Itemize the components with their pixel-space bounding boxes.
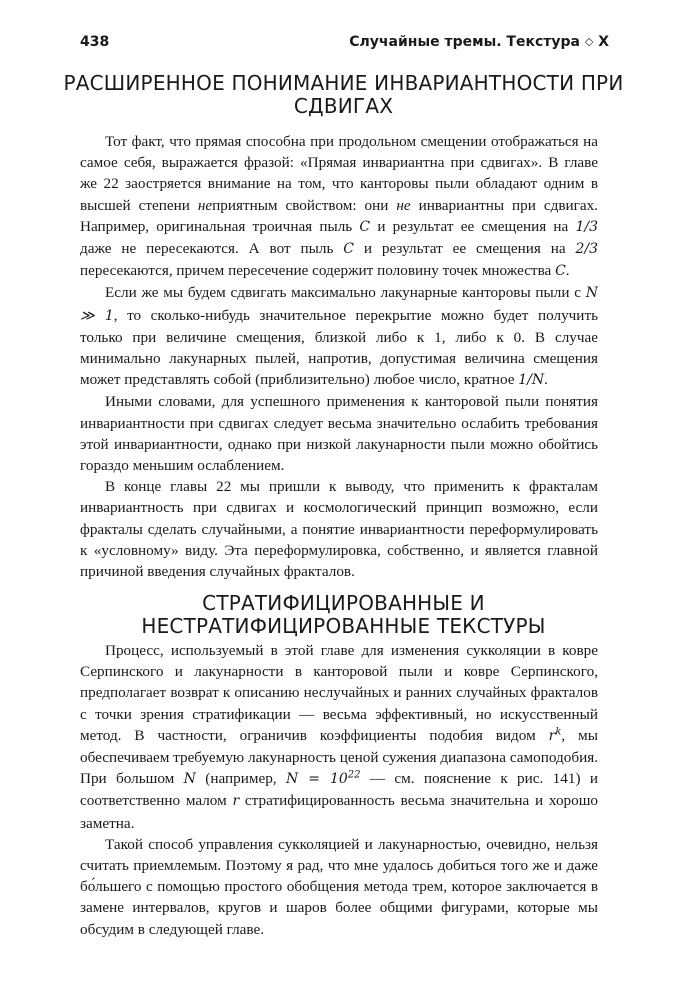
text: приятным свойством: они xyxy=(212,196,397,214)
math-fraction: 2/3 xyxy=(575,241,599,258)
math-cantor-set: C xyxy=(359,218,371,235)
paragraph: В конце главы 22 мы пришли к выводу, что применить к фракталам инвариантность при сдвигах и космологический принцип возможно, если фракталы сделать случайными, а понятие инвариантности переформулировать к «условному» виду. Эта переформулировка, собственно, и является главной причиной введения случайных фракталов. xyxy=(80,478,598,581)
text: и результат ее смещения на xyxy=(370,217,576,235)
text: пересекаются, причем пересечение содержит половину точек множества xyxy=(80,262,556,280)
text: и результат ее смещения на xyxy=(354,240,576,258)
math-inequality: N ≫ 1 xyxy=(80,285,598,324)
running-title xyxy=(349,34,609,50)
text: . xyxy=(565,262,570,280)
diamond-icon: ◇ xyxy=(584,35,594,48)
math-fraction: 1/N xyxy=(518,372,545,389)
math-power xyxy=(549,728,562,744)
text: стратифицированность весьма значительна и хорошо заметна. xyxy=(80,792,599,832)
math-variable: N xyxy=(183,771,196,788)
section-title-shift-invariance: РАСШИРЕННОЕ ПОНИМАНИЕ ИНВАРИАНТНОСТИ ПРИ СДВИГАХ xyxy=(63,71,624,118)
paragraph xyxy=(80,131,598,282)
page-number: 438 xyxy=(80,34,110,50)
math-cantor-set: C xyxy=(555,263,566,280)
math-base: r xyxy=(548,727,556,744)
math-cantor-set: C xyxy=(343,241,354,258)
running-head xyxy=(80,34,609,56)
text: . xyxy=(544,371,548,389)
math-expression: N = 10 xyxy=(285,771,348,788)
emphasis: не xyxy=(197,196,213,214)
emphasis: не xyxy=(396,196,411,214)
text: , мы обеспечиваем требуемую лакунарность ценой сужения диапазона самоподобия. При большом xyxy=(80,726,598,788)
math-exponent: 22 xyxy=(347,769,361,781)
text: инвариантны при сдвигах. Например, оригинальная троичная пыль xyxy=(80,196,598,235)
math-equation xyxy=(286,771,361,787)
paragraph xyxy=(80,282,598,391)
text: даже не пересекаются. А вот пыль xyxy=(80,240,344,258)
section-title-textures: СТРАТИФИЦИРОВАННЫЕ И НЕСТРАТИФИЦИРОВАННЫЕ ТЕКСТУРЫ xyxy=(141,591,546,638)
running-title-text: Случайные тремы. Текстура xyxy=(349,34,580,50)
text: , то сколько-нибудь значительное перекрытие можно будет получить только при величине смещения, близкой либо к 1, либо к 0. В случае минимально лакунарных пылей, напротив, допустимая величина смещения может представлять собой (приблизительно) любое число, кратное xyxy=(80,306,599,389)
text: — см. пояснение к рис. 141) и соответственно малом xyxy=(80,770,598,810)
paragraph: Иными словами, для успешного применения к канторовой пыли понятия инвариантности при сдвигах следует весьма значительно ослабить требования этой инвариантности, однако при низкой лакунарности пыли можно обойтись гораздо меньшим ослаблением. xyxy=(80,393,598,475)
paragraph: Такой способ управления сукколяцией и лакунарностью, очевидно, нельзя считать приемлемым. Поэтому я рад, что мне удалось добиться того же и даже бо́льшего с помощью простого обобщения метода трем, которое заключается в замене интервалов, кругов и шаров более общими фигурами, которые мы обсудим в следующей главе. xyxy=(80,835,598,938)
text: Если же мы будем сдвигать максимально лакунарные канторовы пыли с xyxy=(105,284,586,302)
text: (например, xyxy=(195,770,286,788)
paragraph xyxy=(80,640,598,834)
text: Тот факт, что прямая способна при продольном смещении отображаться на самое себя, выражается фразой: «Прямая инвариантна при сдвигах». В главе же 22 заостряется внимание на том, что канторовы пыли обладают одним в высшей степени xyxy=(80,133,598,214)
math-variable: r xyxy=(232,793,240,810)
math-fraction: 1/3 xyxy=(575,218,598,235)
chapter-number: X xyxy=(598,34,609,50)
section-body-textures xyxy=(80,640,598,940)
math-exponent: k xyxy=(555,726,562,738)
text: Процесс, используемый в этой главе для изменения сукколяции в ковре Серпинского и лакунарности в канторовой пыли и ковре Серпинского, предполагает возврат к описанию неслучайных и ранних случайных фракталов с точки зрения стратификации — весьма эффективный, но искусственный метод. В частности, ограничив коэффициенты подобия видом xyxy=(80,642,598,744)
section-body-shift-invariance xyxy=(80,131,598,582)
